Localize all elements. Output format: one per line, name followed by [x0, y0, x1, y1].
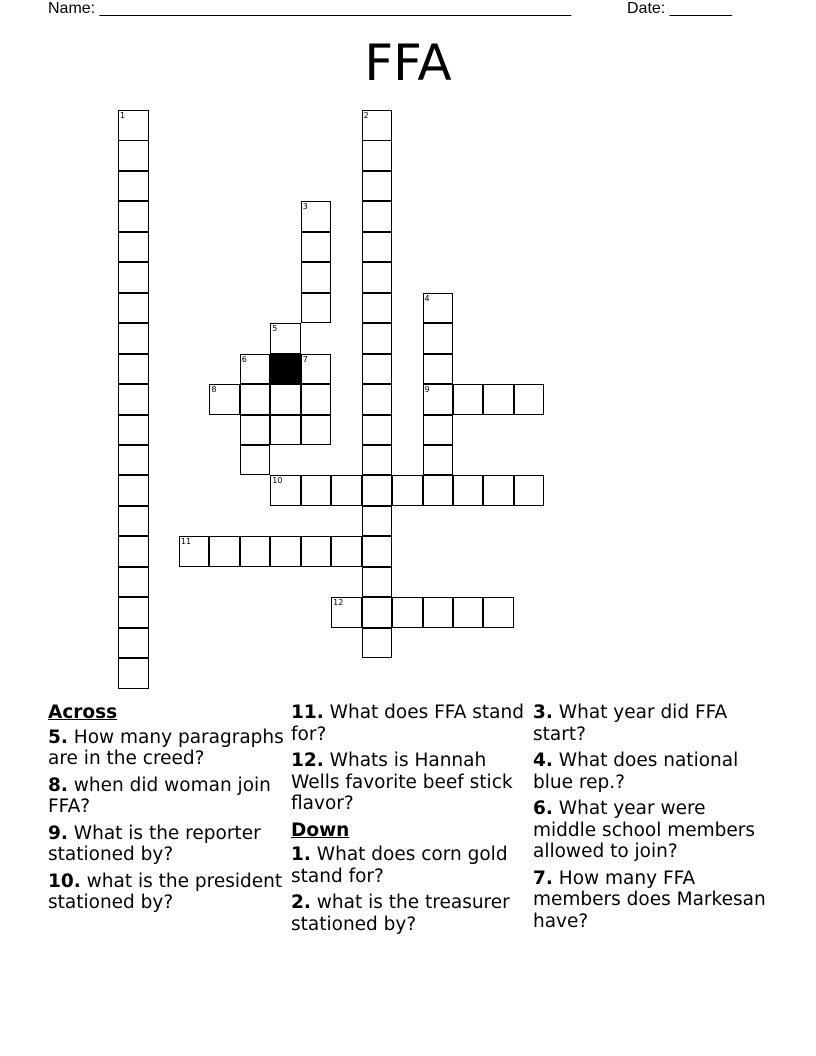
- clues-column-3: [533, 702, 773, 937]
- clue-num: 4.: [533, 750, 553, 771]
- clue-num: 5.: [48, 726, 68, 748]
- clues-column-2: [291, 702, 527, 940]
- clue-number: 9: [424, 385, 430, 395]
- clue-num: 8.: [48, 774, 68, 796]
- clue-item: [533, 798, 773, 863]
- clue-item: [48, 871, 284, 914]
- date-label: Date: _______: [627, 0, 732, 17]
- clue-text: What does FFA stand for?: [291, 702, 524, 745]
- clue-num: 7.: [533, 867, 553, 889]
- clue-num: 9.: [48, 822, 68, 844]
- clue-text: What is the reporter stationed by?: [48, 822, 261, 865]
- clue-text: How many FFA members does Markesan have?: [533, 867, 766, 932]
- clue-item: [48, 823, 284, 866]
- clue-num: 3.: [533, 702, 553, 723]
- clue-number: 10: [272, 476, 283, 486]
- name-label: Name: _____________________________________________________: [48, 0, 572, 17]
- clue-text: what is the treasurer stationed by?: [291, 892, 510, 935]
- clue-number: 12: [333, 598, 344, 608]
- clue-num: 10.: [48, 870, 81, 892]
- down-heading: Down: [291, 819, 350, 841]
- clue-number: 2: [363, 111, 369, 120]
- clue-text: What does national blue rep.?: [533, 750, 739, 793]
- clue-text: What does corn gold stand for?: [291, 844, 508, 887]
- clue-item: [291, 892, 527, 935]
- clue-num: 12.: [291, 750, 324, 771]
- clue-text: Whats is Hannah Wells favorite beef stick flavor?: [291, 750, 513, 814]
- puzzle-title: FFA: [364, 34, 452, 92]
- clue-text: What year were middle school members allowed to join?: [533, 798, 756, 862]
- clue-item: [533, 868, 773, 933]
- clue-item: [48, 775, 284, 818]
- clue-number: 8: [211, 385, 217, 395]
- clue-number: 4: [424, 293, 430, 303]
- clue-item: [48, 727, 284, 770]
- clue-number: 3: [302, 202, 308, 212]
- clues-column-1: [48, 702, 284, 919]
- clue-text: what is the president stationed by?: [48, 870, 283, 913]
- clue-number: 7: [302, 354, 308, 364]
- clue-item: [291, 750, 527, 815]
- clue-num: 11.: [291, 702, 324, 723]
- clue-num: 2.: [291, 892, 311, 913]
- clue-number: 1: [120, 111, 126, 120]
- clue-number: 5: [272, 324, 278, 334]
- clue-number: 6: [241, 354, 247, 364]
- clue-number: 11: [180, 537, 192, 547]
- clue-num: 1.: [291, 844, 311, 865]
- clue-text: What year did FFA start?: [533, 702, 728, 745]
- across-heading: Across: [48, 702, 118, 723]
- clue-item: [291, 702, 527, 745]
- clue-item: [533, 750, 773, 793]
- clue-item: [533, 702, 773, 745]
- clue-item: [291, 844, 527, 887]
- clue-text: when did woman join FFA?: [48, 774, 271, 817]
- clue-text: How many paragraphs are in the creed?: [48, 726, 284, 769]
- clue-num: 6.: [533, 798, 553, 819]
